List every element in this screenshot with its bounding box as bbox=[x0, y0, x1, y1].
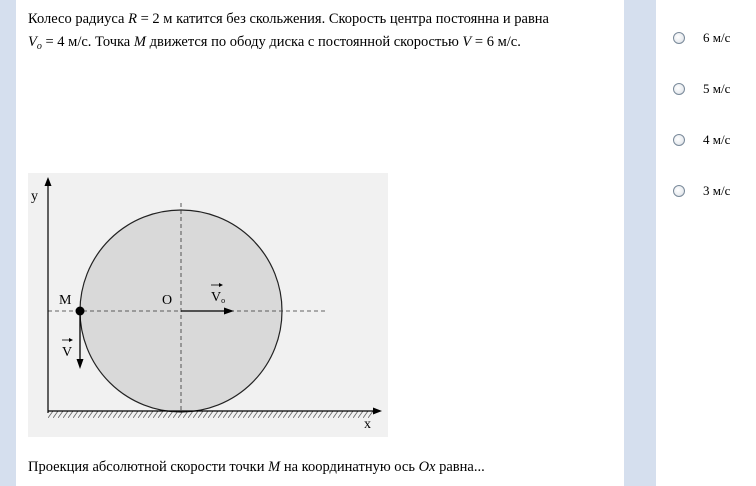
answer-option-label[interactable]: 5 м/с bbox=[703, 81, 731, 96]
radio-button-2[interactable] bbox=[673, 83, 685, 95]
x-axis-label: x bbox=[364, 417, 371, 432]
point-m-label: M bbox=[59, 293, 72, 308]
answer-option-label[interactable]: 3 м/с bbox=[703, 183, 731, 198]
x-axis-arrow bbox=[373, 408, 382, 415]
v-symbol: V bbox=[462, 34, 472, 50]
answer-option-4[interactable] bbox=[673, 181, 730, 201]
question-line-2 bbox=[28, 33, 521, 56]
answer-option-label[interactable]: 4 м/с bbox=[703, 132, 731, 147]
v0-symbol: V bbox=[28, 34, 37, 50]
v-arrowhead bbox=[77, 359, 84, 369]
answer-option-1[interactable] bbox=[673, 28, 730, 48]
v-value: = 6 м/с. bbox=[471, 34, 521, 50]
question-line-1 bbox=[28, 10, 549, 28]
answer-option-2[interactable] bbox=[673, 79, 730, 99]
radio-button-1[interactable] bbox=[673, 32, 685, 44]
y-axis-label: y bbox=[31, 189, 38, 204]
radio-button-4[interactable] bbox=[673, 185, 685, 197]
question-text: Проекция абсолютной скорости точки bbox=[28, 459, 269, 475]
radius-symbol: R bbox=[128, 11, 137, 27]
question-text: равна... bbox=[435, 459, 485, 475]
question-text: движется по ободу диска с постоянной скоростью bbox=[145, 34, 463, 50]
v0-value: = 4 м/с. Точка bbox=[41, 34, 134, 50]
panel-divider bbox=[624, 0, 656, 486]
radius-value: = 2 bbox=[136, 11, 160, 27]
v-vector-bar-tip bbox=[69, 338, 73, 342]
ground-hatch bbox=[48, 411, 373, 418]
question-line-3 bbox=[28, 458, 485, 476]
axis-ox-symbol: Ox bbox=[418, 459, 436, 475]
wheel-diagram bbox=[28, 173, 388, 437]
question-text: Колесо радиуса bbox=[28, 11, 129, 27]
answer-options-panel bbox=[656, 0, 756, 486]
point-m-symbol: M bbox=[268, 459, 281, 475]
question-text: на координатную ось bbox=[280, 459, 419, 475]
y-axis-arrow bbox=[45, 177, 52, 186]
v0-label: Vo bbox=[211, 290, 226, 305]
question-text: м катится без скольжения. Скорость центра постоянна и равна bbox=[159, 11, 549, 27]
answer-option-label[interactable]: 6 м/с bbox=[703, 30, 731, 45]
point-m bbox=[76, 307, 85, 316]
answer-option-3[interactable] bbox=[673, 130, 730, 150]
left-margin-strip bbox=[0, 0, 16, 486]
point-m-symbol: M bbox=[133, 34, 146, 50]
center-o-label: O bbox=[162, 293, 173, 308]
v0-subscript: o bbox=[36, 41, 42, 52]
radio-button-3[interactable] bbox=[673, 134, 685, 146]
v-label: V bbox=[62, 345, 73, 360]
